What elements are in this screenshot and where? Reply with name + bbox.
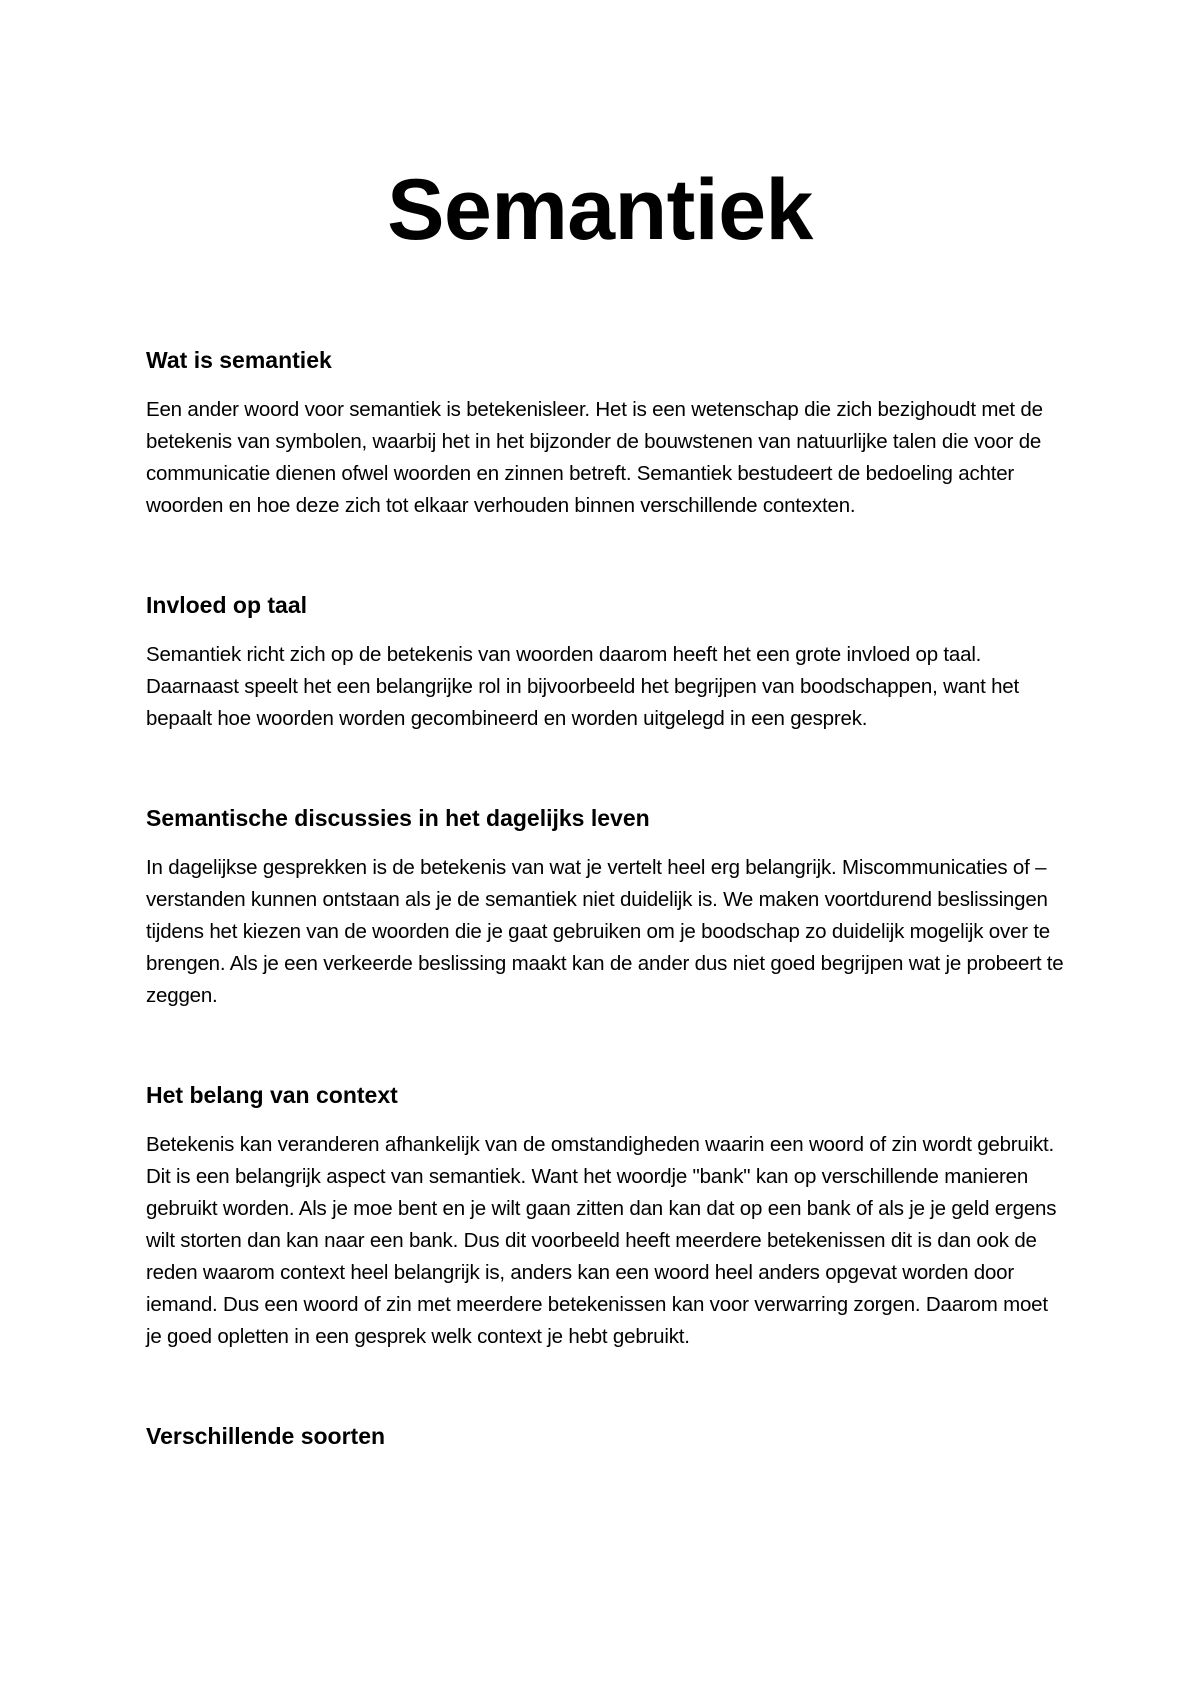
section-heading: Semantische discussies in het dagelijks leven	[146, 805, 650, 831]
section-paragraph: Een ander woord voor semantiek is betekenisleer. Het is een wetenschap die zich bezighoudt met de betekenis van symbolen, waarbij het in het bijzonder de bouwstenen van natuurlijke talen die voor de communicatie dienen ofwel woorden en zinnen betreft. Semantiek bestudeert de bedoeling achter woorden en hoe deze zich tot elkaar verhouden binnen verschillende contexten.	[146, 398, 1043, 517]
section-paragraph: Betekenis kan veranderen afhankelijk van de omstandigheden waarin een woord of zin wordt gebruikt. Dit is een belangrijk aspect van semantiek. Want het woordje "bank" kan op verschillende manieren gebruikt worden. Als je moe bent en je wilt gaan zitten dan kan dat op een bank of als je je geld ergens wilt storten dan kan naar een bank. Dus dit voorbeeld heeft meerdere betekenissen dit is dan ook de reden waarom context heel belangrijk is, anders kan een woord heel anders opgevat worden door iemand. Dus een woord of zin met meerdere betekenissen kan voor verwarring zorgen. Daarom moet je goed opletten in een gesprek welk context je hebt gebruikt.	[146, 1133, 1057, 1348]
document-title: Semantiek	[387, 162, 813, 258]
section-paragraph: Semantiek richt zich op de betekenis van woorden daarom heeft het een grote invloed op taal. Daarnaast speelt het een belangrijke rol in bijvoorbeeld het begrijpen van boodschappen, want het bepaalt hoe woorden worden gecombineerd en worden uitgelegd in een gesprek.	[146, 643, 1019, 730]
section-heading: Verschillende soorten	[146, 1423, 386, 1449]
section-paragraph: In dagelijkse gesprekken is de betekenis van wat je vertelt heel erg belangrijk. Miscommunicaties of –verstanden kunnen ontstaan als je de semantiek niet duidelijk is. We maken voortdurend beslissingen tijdens het kiezen van de woorden die je gaat gebruiken om je boodschap zo duidelijk mogelijk over te brengen. Als je een verkeerde beslissing maakt kan de ander dus niet goed begrijpen wat je probeert te zeggen.	[146, 856, 1064, 1007]
section-heading: Het belang van context	[146, 1082, 398, 1108]
section-invloed-op-taal	[146, 589, 1066, 735]
section-belang-van-context	[146, 1079, 1066, 1353]
section-heading: Wat is semantiek	[146, 347, 332, 373]
section-verschillende-soorten	[146, 1420, 1066, 1452]
section-semantische-discussies	[146, 802, 1066, 1012]
section-wat-is-semantiek	[146, 344, 1066, 522]
section-heading: Invloed op taal	[146, 592, 308, 618]
document-content	[146, 344, 1066, 1470]
